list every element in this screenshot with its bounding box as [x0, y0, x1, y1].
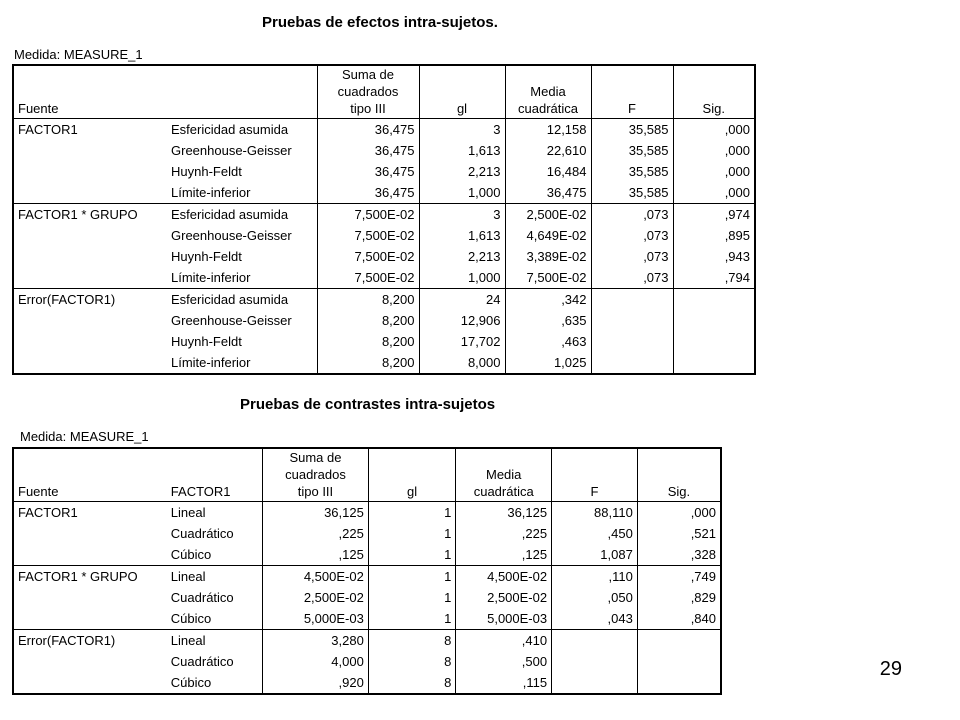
- cell-gl: 8,000: [419, 352, 505, 374]
- row-label: Límite-inferior: [171, 270, 251, 285]
- table-row: [13, 289, 755, 311]
- cell-media-cuadratica: ,342: [505, 289, 591, 311]
- table-row: [13, 502, 721, 524]
- cell-gl: 1,000: [419, 267, 505, 289]
- cell-gl: 1: [368, 587, 455, 608]
- table2-title: Pruebas de contrastes intra-sujetos: [240, 396, 496, 413]
- cell-f: 35,585: [591, 140, 673, 161]
- row-label: Cuadrático: [170, 590, 234, 605]
- cell-gl: 17,702: [419, 331, 505, 352]
- header-suma-cuadrados: [263, 448, 369, 502]
- cell-sig: ,000: [673, 161, 755, 182]
- row-source: FACTOR1: [18, 505, 78, 520]
- cell-media-cuadratica: 12,158: [505, 119, 591, 141]
- cell-suma-cuadrados: 36,475: [317, 119, 419, 141]
- cell-media-cuadratica: ,410: [456, 630, 552, 652]
- header-text: cuadrática: [518, 101, 578, 116]
- cell-gl: 1: [368, 566, 455, 588]
- cell-gl: 24: [419, 289, 505, 311]
- cell-suma-cuadrados: 7,500E-02: [317, 204, 419, 226]
- cell-f: ,110: [552, 566, 638, 588]
- cell-f: [591, 352, 673, 374]
- header-media-cuadratica: [456, 448, 552, 502]
- row-label: Lineal: [167, 630, 263, 652]
- table-row: [13, 544, 721, 566]
- header-text: tipo III: [350, 101, 386, 116]
- cell-f: 35,585: [591, 182, 673, 204]
- table-row: [13, 119, 755, 141]
- table2-header-row: [13, 448, 721, 502]
- header-text: cuadrados: [285, 467, 346, 482]
- cell-media-cuadratica: 4,500E-02: [456, 566, 552, 588]
- header-text: Suma de: [341, 67, 395, 82]
- cell-sig: [637, 651, 721, 672]
- table-row: [13, 161, 755, 182]
- cell-suma-cuadrados: ,225: [263, 523, 369, 544]
- cell-sig: ,974: [673, 204, 755, 226]
- row-source: [13, 651, 167, 672]
- cell-media-cuadratica: 2,500E-02: [505, 204, 591, 226]
- table-row: [13, 225, 755, 246]
- cell-suma-cuadrados: 7,500E-02: [317, 246, 419, 267]
- header-f: F: [591, 65, 673, 119]
- row-source: [13, 523, 167, 544]
- row-source: FACTOR1: [18, 122, 78, 137]
- cell-suma-cuadrados: 36,475: [317, 140, 419, 161]
- cell-f: ,073: [591, 267, 673, 289]
- table-row: [13, 630, 721, 652]
- cell-suma-cuadrados: 8,200: [317, 352, 419, 374]
- row-source: [13, 672, 167, 694]
- row-label: Huynh-Feldt: [171, 249, 242, 264]
- cell-media-cuadratica: 1,025: [505, 352, 591, 374]
- cell-gl: 3: [419, 204, 505, 226]
- table-row: [13, 672, 721, 694]
- cell-suma-cuadrados: ,920: [263, 672, 369, 694]
- table-row: [13, 310, 755, 331]
- header-gl: gl: [368, 448, 455, 502]
- cell-sig: ,000: [673, 182, 755, 204]
- row-source: [13, 544, 167, 566]
- cell-f: [552, 672, 638, 694]
- row-source: [13, 182, 167, 204]
- row-label: Greenhouse-Geisser: [171, 228, 292, 243]
- within-subjects-effects-table: [12, 64, 756, 375]
- cell-suma-cuadrados: 36,475: [317, 161, 419, 182]
- header-gl: gl: [419, 65, 505, 119]
- cell-sig: [673, 289, 755, 311]
- row-source: [13, 267, 167, 289]
- table1-title: Pruebas de efectos intra-sujetos.: [262, 14, 498, 31]
- cell-suma-cuadrados: 36,125: [263, 502, 369, 524]
- within-subjects-contrasts-table: [12, 447, 722, 695]
- cell-suma-cuadrados: 36,475: [317, 182, 419, 204]
- cell-media-cuadratica: 2,500E-02: [456, 587, 552, 608]
- cell-f: ,073: [591, 225, 673, 246]
- cell-gl: 8: [368, 651, 455, 672]
- cell-media-cuadratica: 36,125: [456, 502, 552, 524]
- cell-media-cuadratica: 3,389E-02: [505, 246, 591, 267]
- cell-gl: 1: [368, 544, 455, 566]
- table-row: [13, 331, 755, 352]
- row-label: Cuadrático: [170, 654, 234, 669]
- cell-sig: ,794: [673, 267, 755, 289]
- cell-gl: 1,000: [419, 182, 505, 204]
- row-label: Cúbico: [170, 675, 212, 690]
- cell-sig: [673, 331, 755, 352]
- cell-media-cuadratica: 4,649E-02: [505, 225, 591, 246]
- row-label: Límite-inferior: [171, 185, 251, 200]
- cell-sig: ,840: [637, 608, 721, 630]
- cell-suma-cuadrados: 7,500E-02: [317, 225, 419, 246]
- cell-media-cuadratica: ,225: [456, 523, 552, 544]
- header-text: Media: [486, 467, 522, 482]
- row-source: [13, 587, 167, 608]
- table2-measure-label: Medida: MEASURE_1: [20, 429, 149, 444]
- cell-sig: [637, 630, 721, 652]
- header-fuente: Fuente: [13, 65, 167, 119]
- cell-gl: 8: [368, 672, 455, 694]
- cell-gl: 2,213: [419, 246, 505, 267]
- row-label: Esfericidad asumida: [167, 204, 317, 226]
- row-source: [13, 352, 167, 374]
- row-label: Esfericidad asumida: [171, 122, 289, 137]
- header-blank: [167, 65, 317, 119]
- header-sig: Sig.: [637, 448, 721, 502]
- cell-sig: [637, 672, 721, 694]
- page-number: 29: [879, 658, 902, 680]
- table-row: [13, 523, 721, 544]
- cell-f: ,073: [591, 204, 673, 226]
- cell-media-cuadratica: ,115: [456, 672, 552, 694]
- row-source: FACTOR1 * GRUPO: [13, 566, 167, 588]
- row-label: Límite-inferior: [171, 355, 251, 370]
- cell-sig: ,895: [673, 225, 755, 246]
- cell-gl: 1: [368, 608, 455, 630]
- header-factor: FACTOR1: [167, 448, 263, 502]
- cell-suma-cuadrados: 4,500E-02: [263, 566, 369, 588]
- cell-media-cuadratica: ,125: [456, 544, 552, 566]
- row-source: [13, 140, 167, 161]
- cell-suma-cuadrados: 7,500E-02: [317, 267, 419, 289]
- cell-media-cuadratica: ,500: [456, 651, 552, 672]
- cell-suma-cuadrados: 2,500E-02: [263, 587, 369, 608]
- cell-media-cuadratica: ,463: [505, 331, 591, 352]
- cell-media-cuadratica: 5,000E-03: [456, 608, 552, 630]
- cell-gl: 1: [368, 523, 455, 544]
- row-label: Esfericidad asumida: [167, 289, 317, 311]
- row-source: Error(FACTOR1): [13, 289, 167, 311]
- cell-sig: ,328: [637, 544, 721, 566]
- row-source: [13, 608, 167, 630]
- cell-gl: 1,613: [419, 225, 505, 246]
- cell-f: [552, 630, 638, 652]
- cell-gl: 1,613: [419, 140, 505, 161]
- cell-gl: 3: [419, 119, 505, 141]
- row-label: Greenhouse-Geisser: [171, 313, 292, 328]
- header-text: cuadrados: [337, 84, 399, 99]
- row-label: Cúbico: [170, 547, 212, 562]
- table-row: [13, 204, 755, 226]
- cell-sig: ,521: [637, 523, 721, 544]
- cell-sig: ,000: [673, 119, 755, 141]
- header-text: tipo III: [297, 484, 334, 499]
- cell-suma-cuadrados: 8,200: [317, 310, 419, 331]
- cell-f: ,043: [552, 608, 638, 630]
- table-row: [13, 352, 755, 374]
- cell-media-cuadratica: 16,484: [505, 161, 591, 182]
- cell-f: ,450: [552, 523, 638, 544]
- header-fuente: Fuente: [13, 448, 167, 502]
- row-source: [13, 225, 167, 246]
- cell-f: [591, 331, 673, 352]
- cell-suma-cuadrados: 4,000: [263, 651, 369, 672]
- table-row: [13, 246, 755, 267]
- row-source: [13, 246, 167, 267]
- cell-suma-cuadrados: 8,200: [317, 331, 419, 352]
- header-media-cuadratica: [505, 65, 591, 119]
- cell-f: [552, 651, 638, 672]
- cell-sig: ,943: [673, 246, 755, 267]
- cell-suma-cuadrados: ,125: [263, 544, 369, 566]
- header-text: Suma de: [289, 450, 342, 465]
- row-label: Greenhouse-Geisser: [171, 143, 292, 158]
- cell-suma-cuadrados: 8,200: [317, 289, 419, 311]
- table-row: [13, 566, 721, 588]
- cell-suma-cuadrados: 5,000E-03: [263, 608, 369, 630]
- row-label: Huynh-Feldt: [171, 164, 242, 179]
- cell-suma-cuadrados: 3,280: [263, 630, 369, 652]
- row-source: Error(FACTOR1): [13, 630, 167, 652]
- row-label: Lineal: [170, 505, 206, 520]
- cell-sig: [673, 352, 755, 374]
- table-row: [13, 267, 755, 289]
- cell-sig: ,829: [637, 587, 721, 608]
- cell-f: 1,087: [552, 544, 638, 566]
- cell-f: ,050: [552, 587, 638, 608]
- table1-measure-label: Medida: MEASURE_1: [14, 47, 143, 62]
- cell-gl: 8: [368, 630, 455, 652]
- row-label: Lineal: [167, 566, 263, 588]
- table-row: [13, 608, 721, 630]
- table-row: [13, 587, 721, 608]
- cell-f: [591, 289, 673, 311]
- cell-media-cuadratica: ,635: [505, 310, 591, 331]
- row-source: FACTOR1 * GRUPO: [13, 204, 167, 226]
- cell-f: 35,585: [591, 119, 673, 141]
- table-row: [13, 651, 721, 672]
- table-row: [13, 140, 755, 161]
- cell-gl: 2,213: [419, 161, 505, 182]
- cell-media-cuadratica: 7,500E-02: [505, 267, 591, 289]
- row-label: Cúbico: [170, 611, 212, 626]
- cell-f: [591, 310, 673, 331]
- cell-sig: ,749: [637, 566, 721, 588]
- header-text: Media: [530, 84, 566, 99]
- row-label: Huynh-Feldt: [171, 334, 242, 349]
- cell-sig: [673, 310, 755, 331]
- row-source: [13, 331, 167, 352]
- cell-gl: 12,906: [419, 310, 505, 331]
- row-source: [13, 310, 167, 331]
- header-sig: Sig.: [673, 65, 755, 119]
- cell-f: 35,585: [591, 161, 673, 182]
- row-source: [13, 161, 167, 182]
- cell-f: 88,110: [552, 502, 638, 524]
- cell-sig: ,000: [673, 140, 755, 161]
- cell-media-cuadratica: 36,475: [505, 182, 591, 204]
- table-row: [13, 182, 755, 204]
- cell-gl: 1: [368, 502, 455, 524]
- header-suma-cuadrados: [317, 65, 419, 119]
- cell-f: ,073: [591, 246, 673, 267]
- row-label: Cuadrático: [170, 526, 234, 541]
- cell-media-cuadratica: 22,610: [505, 140, 591, 161]
- table1-header-row: [13, 65, 755, 119]
- header-f: F: [552, 448, 638, 502]
- cell-sig: ,000: [637, 502, 721, 524]
- header-text: cuadrática: [473, 484, 534, 499]
